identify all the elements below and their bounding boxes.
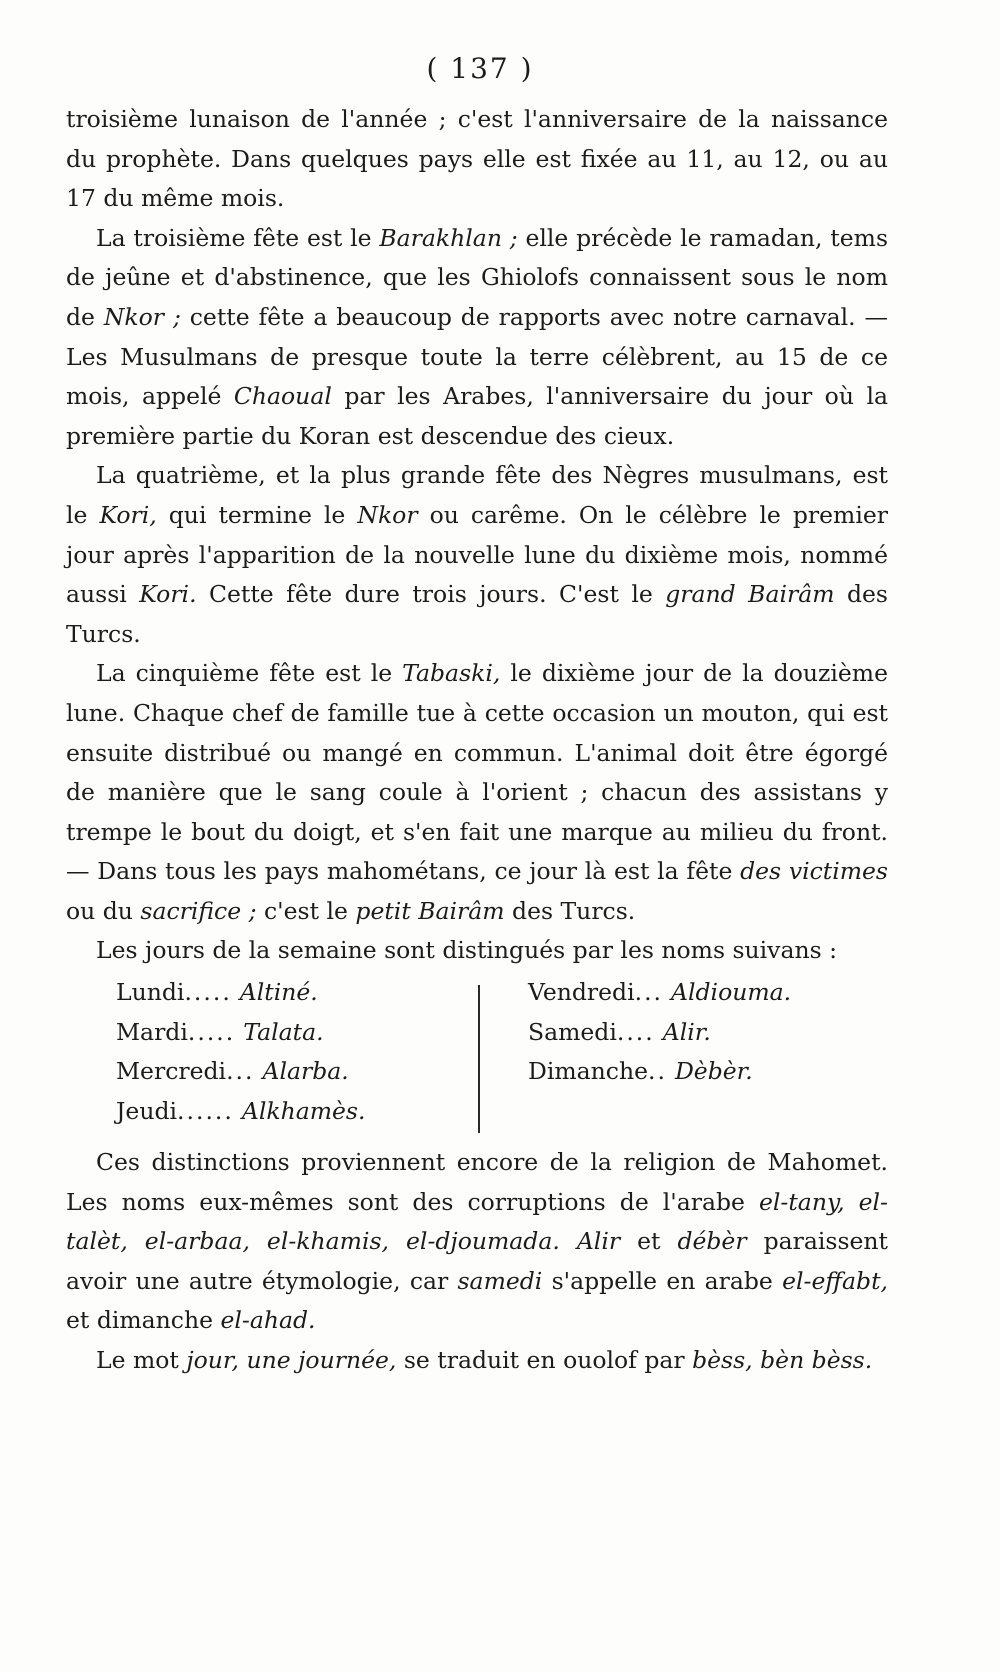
paragraphs-bottom <box>66 1143 888 1381</box>
day-row <box>116 973 365 1013</box>
italic-text: débèr <box>677 1227 747 1256</box>
day-dots: ..... <box>184 978 232 1007</box>
text-run: paraissent avoir une autre étymologie, car <box>66 1227 888 1295</box>
italic-text: el-ahad. <box>220 1306 316 1335</box>
italic-text: petit Bairâm <box>355 896 505 925</box>
days-intro: Les jours de la semaine sont distingués par les noms suivans : <box>96 936 838 965</box>
text-run: cette fête a beaucoup de rapports avec notre carnaval. — Les Musulmans de presque toute la terre célèbrent, au 15 de ce mois, appelé <box>66 302 889 411</box>
text-run: c'est le <box>256 896 356 925</box>
text-run: La quatrième, et la plus grande fête des Nègres musulmans, est le <box>66 461 888 529</box>
text-run: ou carême. On le célèbre le premier jour après l'apparition de la nouvelle lune du dixième mois, nommé aussi <box>66 500 888 609</box>
text-run: des Turcs. <box>504 896 636 925</box>
text-run: La troisième fête est le <box>96 223 380 252</box>
italic-text: el-effabt, <box>782 1266 888 1295</box>
day-name: Mercredi <box>116 1057 227 1086</box>
day-dots: .. <box>648 1057 667 1086</box>
text-run: et <box>620 1227 678 1256</box>
day-dots: ...... <box>177 1096 234 1125</box>
text-run: des Turcs. <box>66 580 888 648</box>
text-run: s'appelle en arabe <box>542 1266 783 1295</box>
body-text <box>66 100 888 1381</box>
text-run: Cette fête dure trois jours. C'est le <box>196 580 666 609</box>
day-name: Vendredi <box>528 978 635 1007</box>
text-run: elle précède le ramadan, tems de jeûne et d'abstinence, que les Ghiolofs connaissent sous le nom de <box>66 223 888 331</box>
text-run: le dixième jour de la douzième lune. Chaque chef de famille tue à cette occasion un mouton, qui est ensuite distribué ou mangé en commun. L'animal doit être égorgé de manière que le sang coule à l'orient ; chacun des assistans y trempe le bout du doigt, et s'en fait une marque au milieu du front. — Dans tous les pays mahométans, ce jour là est la fête <box>66 659 888 886</box>
page-number: ( 137 ) <box>426 52 534 85</box>
paragraph <box>66 1143 888 1341</box>
text-run: par les Arabes, l'anniversaire du jour où la première partie du Koran est descendue des cieux. <box>66 382 888 450</box>
days-of-week-table <box>66 973 888 1139</box>
day-wolof-name: Talata. <box>243 1017 324 1046</box>
day-row <box>116 1013 365 1053</box>
text-run <box>560 1227 577 1255</box>
day-wolof-name: Aldiouma. <box>671 978 792 1007</box>
day-wolof-name: Alkhamès. <box>241 1096 366 1125</box>
paragraph <box>66 1341 888 1381</box>
paragraph <box>66 100 888 219</box>
paragraph <box>66 654 888 931</box>
text-run: Le mot <box>96 1346 187 1375</box>
text-run: ou du <box>66 896 141 925</box>
day-wolof-name: Altiné. <box>239 978 318 1007</box>
text-run: La cinquième fête est le <box>96 659 403 688</box>
italic-text: sacrifice ; <box>140 896 257 925</box>
text-run: se traduit en ouolof par <box>396 1346 693 1375</box>
day-name: Samedi <box>528 1017 617 1046</box>
paragraph <box>66 219 888 457</box>
paragraphs-top <box>66 100 888 931</box>
day-dots: ... <box>226 1057 255 1086</box>
text-run: Ces distinctions proviennent encore de la religion de Mahomet. Les noms eux-mêmes sont des corruptions de l'arabe <box>66 1148 888 1216</box>
paragraph <box>66 456 888 654</box>
italic-text: Kori. <box>139 580 197 609</box>
days-column-left <box>116 973 365 1131</box>
italic-text: des victimes <box>740 857 888 886</box>
day-dots: .... <box>616 1017 655 1046</box>
column-divider <box>478 985 480 1133</box>
day-wolof-name: Dèbèr. <box>674 1057 753 1086</box>
italic-text: bèss, bèn bèss. <box>692 1346 873 1375</box>
italic-text: Nkor ; <box>103 302 181 331</box>
day-dots: ..... <box>187 1017 236 1046</box>
italic-text: jour, une journée, <box>186 1346 397 1375</box>
italic-text: Tabaski, <box>402 659 501 688</box>
text-run: et dimanche <box>66 1306 221 1335</box>
italic-text: Chaoual <box>233 382 332 411</box>
day-wolof-name: Alir. <box>662 1017 711 1046</box>
day-row <box>528 1013 791 1053</box>
italic-text: Alir <box>576 1227 621 1256</box>
day-row <box>528 973 791 1013</box>
day-wolof-name: Alarba. <box>262 1057 349 1086</box>
day-name: Jeudi <box>116 1096 178 1125</box>
day-row <box>116 1052 365 1092</box>
day-name: Dimanche <box>528 1057 648 1086</box>
days-column-right <box>528 973 791 1092</box>
day-name: Mardi <box>116 1017 188 1046</box>
italic-text: Kori, <box>99 500 157 529</box>
day-dots: ... <box>634 978 664 1007</box>
italic-text: el-tany, el-talèt, el-arbaa, el-khamis, el-djoumada. <box>66 1187 888 1256</box>
day-row <box>116 1092 365 1132</box>
italic-text: Barakhlan ; <box>379 223 518 252</box>
text-run: qui termine le <box>156 500 358 529</box>
italic-text: grand Bairâm <box>665 580 835 609</box>
day-name: Lundi <box>116 978 185 1007</box>
italic-text: samedi <box>457 1266 543 1295</box>
italic-text: Nkor <box>357 500 418 529</box>
day-row <box>528 1052 791 1092</box>
text-run: troisième lunaison de l'année ; c'est l'anniversaire de la naissance du prophète. Dans quelques pays elle est fixée au 11, au 12, ou au 17 du même mois. <box>66 105 888 213</box>
